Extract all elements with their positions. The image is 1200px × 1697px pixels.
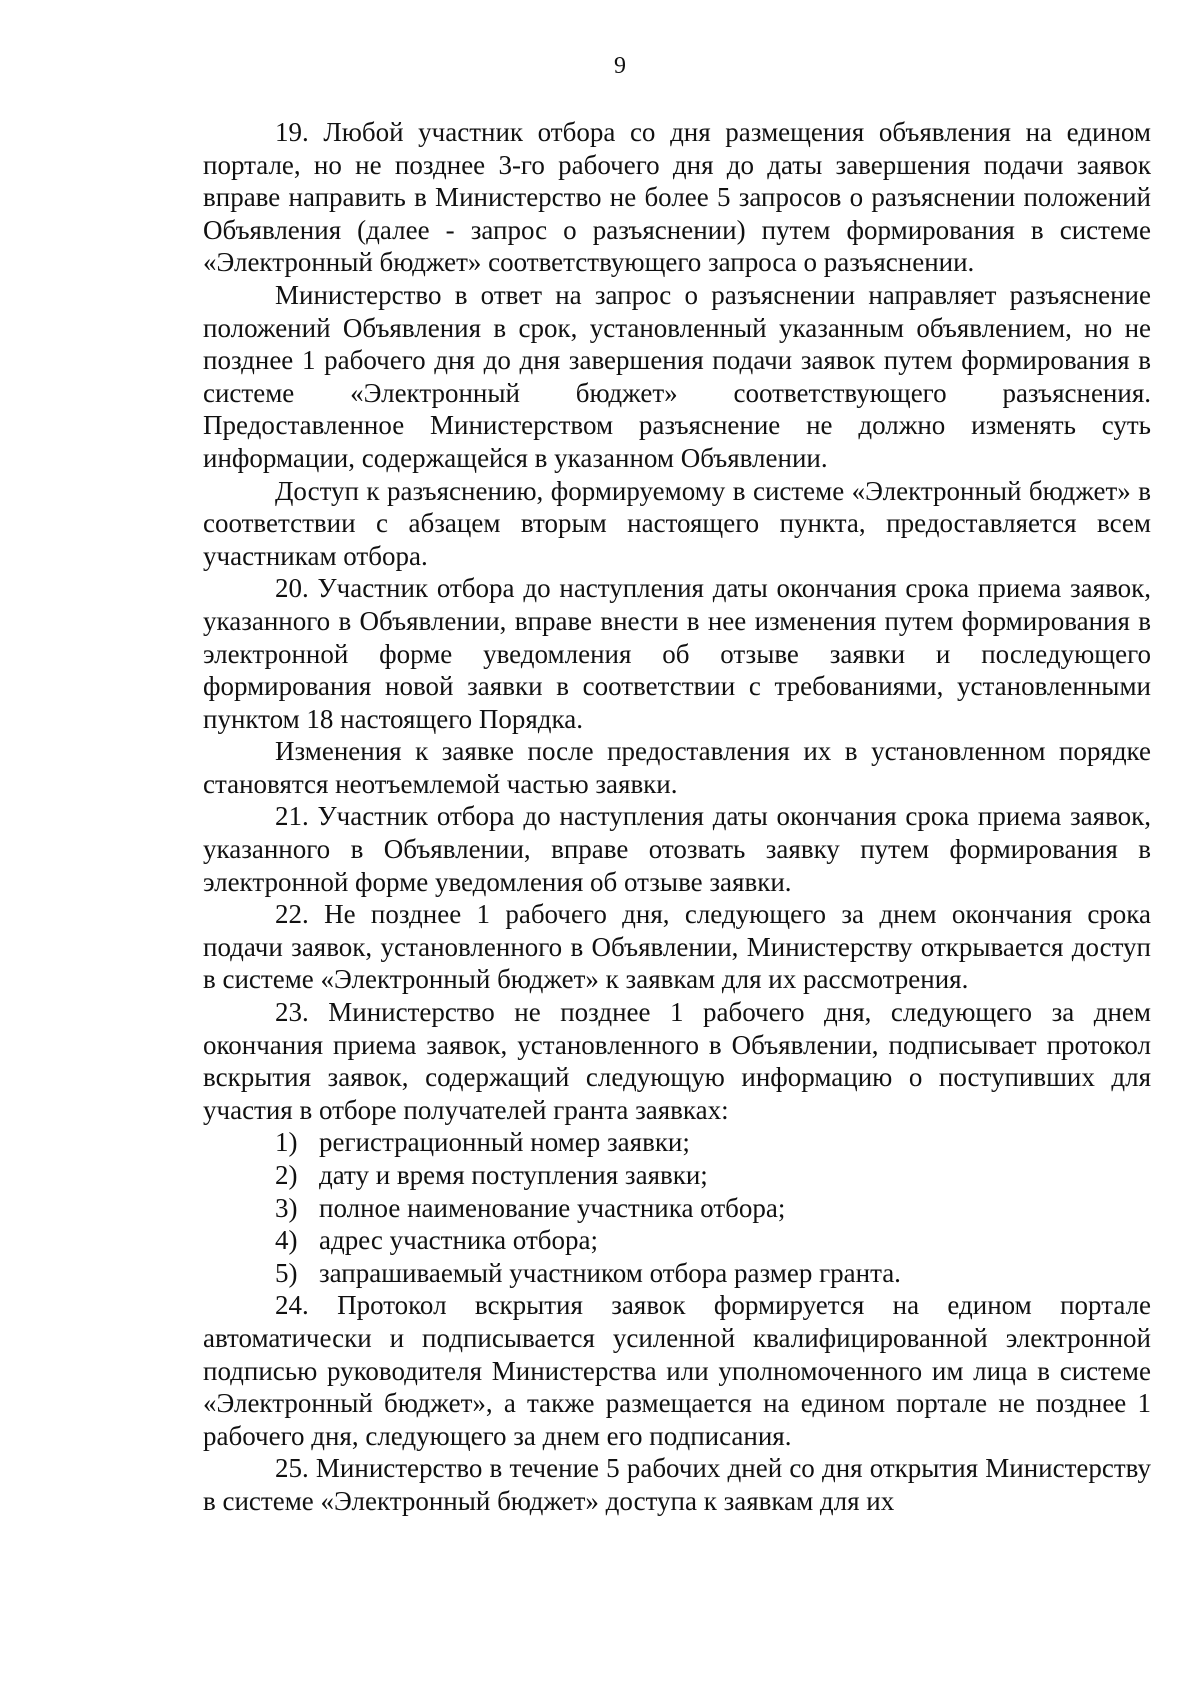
list-item [203,1192,1151,1225]
list-item-text: дату и время поступления заявки; [319,1160,708,1190]
paragraph-19-access: Доступ к разъяснению, формируемому в системе «Электронный бюджет» в соответствии с абзацем вторым настоящего пункта, предоставляется всем участникам отбора. [203,475,1151,571]
paragraph-23: 23. Министерство не позднее 1 рабочего дня, следующего за днем окончания приема заявок, установленного в Объявлении, подписывает протокол вскрытия заявок, содержащий следующую информацию о поступивших для участия в отборе получателей гранта заявках: [203,997,1151,1125]
paragraph-24: 24. Протокол вскрытия заявок формируется на едином портале автоматически и подписывается усиленной квалифицированной электронной подписью руководителя Министерства или уполномоченного им лица в системе «Электронный бюджет», а также размещается на едином портале не позднее 1 рабочего дня, следующего за днем его подписания. [203,1290,1151,1451]
list-item [203,1257,1151,1290]
paragraph-20: 20. Участник отбора до наступления даты окончания срока приема заявок, указанного в Объявлении, вправе внести в нее изменения путем формирования в электронной форме уведомления об отзыве заявки и последующего формирования новой заявки в соответствии с требованиями, установленными пунктом 18 настоящего Порядка. [203,573,1151,734]
list-item-text: запрашиваемый участником отбора размер гранта. [319,1257,901,1288]
document-body [203,116,1151,1518]
list-item [203,1126,1151,1159]
paragraph-21: 21. Участник отбора до наступления даты окончания срока приема заявок, указанного в Объявлении, вправе отозвать заявку путем формирования в электронной форме уведомления об отзыве заявки. [203,801,1151,897]
paragraph-25: 25. Министерство в течение 5 рабочих дней со дня открытия Министерству в системе «Электронный бюджет» доступа к заявкам для их [203,1453,1151,1516]
page-number: 9 [614,53,626,79]
list-item-text: полное наименование участника отбора; [319,1192,786,1223]
list-item-number: 4) [275,1225,298,1256]
paragraph-22: 22. Не позднее 1 рабочего дня, следующего за днем окончания срока подачи заявок, установленного в Объявлении, Министерству открывается доступ в системе «Электронный бюджет» к заявкам для их рассмотрения. [203,899,1151,995]
list-item-number: 5) [275,1257,298,1288]
list-item-number: 1) [275,1127,298,1158]
paragraph-20-changes: Изменения к заявке после предоставления их в установленном порядке становятся неотъемлемой частью заявки. [203,736,1151,799]
list-item-number: 2) [275,1160,298,1190]
list-item-text: регистрационный номер заявки; [319,1127,690,1158]
list-item-number: 3) [275,1192,298,1223]
list-item [203,1159,1151,1192]
paragraph-19: 19. Любой участник отбора со дня размещения объявления на едином портале, но не позднее 3-го рабочего дня до даты завершения подачи заявок вправе направить в Министерство не более 5 запросов о разъяснении положений Объявления (далее - запрос о разъяснении) путем формирования в системе «Электронный бюджет» соответствующего запроса о разъяснении. [203,117,1151,278]
paragraph-19-clarification: Министерство в ответ на запрос о разъяснении направляет разъяснение положений Объявления в срок, установленный указанным объявлением, но не позднее 1 рабочего дня до дня завершения подачи заявок путем формирования в системе «Электронный бюджет» соответствующего разъяснения. Предоставленное Министерством разъяснение не должно изменять суть информации, содержащейся в указанном Объявлении. [203,279,1151,473]
list-item [203,1224,1151,1257]
list-item-text: адрес участника отбора; [319,1225,598,1256]
